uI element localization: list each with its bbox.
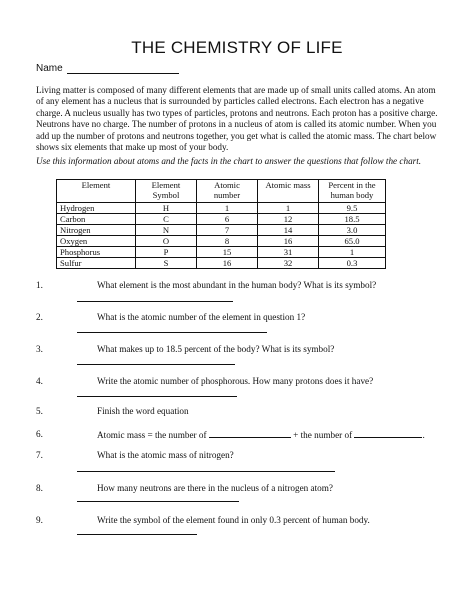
question-text: What is the atomic number of the element in question 1? (97, 312, 306, 322)
question-number: 1. (36, 280, 43, 290)
equation-part-2: + the number of (293, 430, 353, 440)
table-cell: 16 (197, 258, 258, 269)
table-cell: 8 (197, 236, 258, 247)
answer-line[interactable] (77, 470, 335, 472)
question-text: What makes up to 18.5 percent of the body? What is its symbol? (97, 344, 335, 354)
table-cell: 9.5 (319, 203, 386, 214)
question-number: 6. (36, 429, 43, 439)
table-cell: 18.5 (319, 214, 386, 225)
question-number: 7. (36, 450, 43, 460)
name-line[interactable] (67, 63, 179, 74)
table-cell: N (136, 225, 197, 236)
table-cell: 3.0 (319, 225, 386, 236)
question-number: 3. (36, 344, 43, 354)
table-header: Element Symbol (136, 180, 197, 203)
table-row (57, 203, 386, 214)
table-row (57, 236, 386, 247)
question-number: 9. (36, 515, 43, 525)
table-cell: 1 (319, 247, 386, 258)
question-number: 5. (36, 406, 43, 416)
table-cell: P (136, 247, 197, 258)
table-header: Percent in the human body (319, 180, 386, 203)
table-cell: 14 (258, 225, 319, 236)
question-text: Finish the word equation (97, 406, 189, 416)
table-cell: 7 (197, 225, 258, 236)
name-label: Name (36, 63, 63, 74)
table-header: Atomic number (197, 180, 258, 203)
question-text: What element is the most abundant in the human body? What is its symbol? (97, 280, 377, 290)
question-number: 2. (36, 312, 43, 322)
table-header-row (57, 180, 386, 203)
table-cell: 31 (258, 247, 319, 258)
element-table (56, 179, 386, 269)
table-cell: 65.0 (319, 236, 386, 247)
answer-line[interactable] (77, 395, 237, 397)
word-equation (97, 429, 425, 441)
table-cell: 0.3 (319, 258, 386, 269)
answer-line[interactable] (77, 533, 197, 535)
question-number: 8. (36, 483, 43, 493)
equation-blank-2[interactable] (354, 429, 425, 440)
worksheet-title: THE CHEMISTRY OF LIFE (131, 38, 343, 57)
table-cell: 1 (197, 203, 258, 214)
table-cell: Oxygen (57, 236, 136, 247)
question-text: Write the atomic number of phosphorous. How many protons does it have? (97, 376, 374, 386)
table-cell: Phosphorus (57, 247, 136, 258)
table-cell: 1 (258, 203, 319, 214)
equation-period: . (422, 430, 425, 440)
table-cell: 16 (258, 236, 319, 247)
question-text: Write the symbol of the element found in only 0.3 percent of human body. (97, 515, 370, 525)
question-text: What is the atomic mass of nitrogen? (97, 450, 234, 460)
table-row (57, 214, 386, 225)
table-cell: Sulfur (57, 258, 136, 269)
table-cell: 15 (197, 247, 258, 258)
equation-part-1: Atomic mass = the number of (97, 430, 207, 440)
name-field[interactable] (36, 63, 179, 74)
table-cell: 32 (258, 258, 319, 269)
table-header: Atomic mass (258, 180, 319, 203)
answer-line[interactable] (77, 363, 235, 365)
table-cell: S (136, 258, 197, 269)
table-cell: C (136, 214, 197, 225)
table-header: Element (57, 180, 136, 203)
table-row (57, 258, 386, 269)
table-cell: O (136, 236, 197, 247)
question-number: 4. (36, 376, 43, 386)
equation-blank-1[interactable] (209, 429, 291, 438)
answer-line[interactable] (77, 500, 239, 502)
table-cell: 12 (258, 214, 319, 225)
question-text: How many neutrons are there in the nucleus of a nitrogen atom? (97, 483, 333, 493)
table-cell: H (136, 203, 197, 214)
instructions: Use this information about atoms and the facts in the chart to answer the questions that follow the chart. (36, 156, 422, 166)
table-row (57, 225, 386, 236)
table-cell: 6 (197, 214, 258, 225)
table-cell: Hydrogen (57, 203, 136, 214)
table-row (57, 247, 386, 258)
intro-paragraph: Living matter is composed of many different elements that are made up of small units called atoms. An atom of any element has a nucleus that is surrounded by particles called electrons. Each electron has a negative charge. A nucleus usually has two types of particles, protons and neutrons. Each proton has a positive charge. Neutrons have no charge. The number of protons in a nucleus of atom is called its atomic number. When you add up the number of protons and neutrons together, you get what is called the atomic mass. The chart below shows six elements that make up most of your body. (36, 85, 438, 153)
answer-line[interactable] (77, 300, 233, 302)
answer-line[interactable] (77, 331, 267, 333)
table-cell: Nitrogen (57, 225, 136, 236)
table-cell: Carbon (57, 214, 136, 225)
